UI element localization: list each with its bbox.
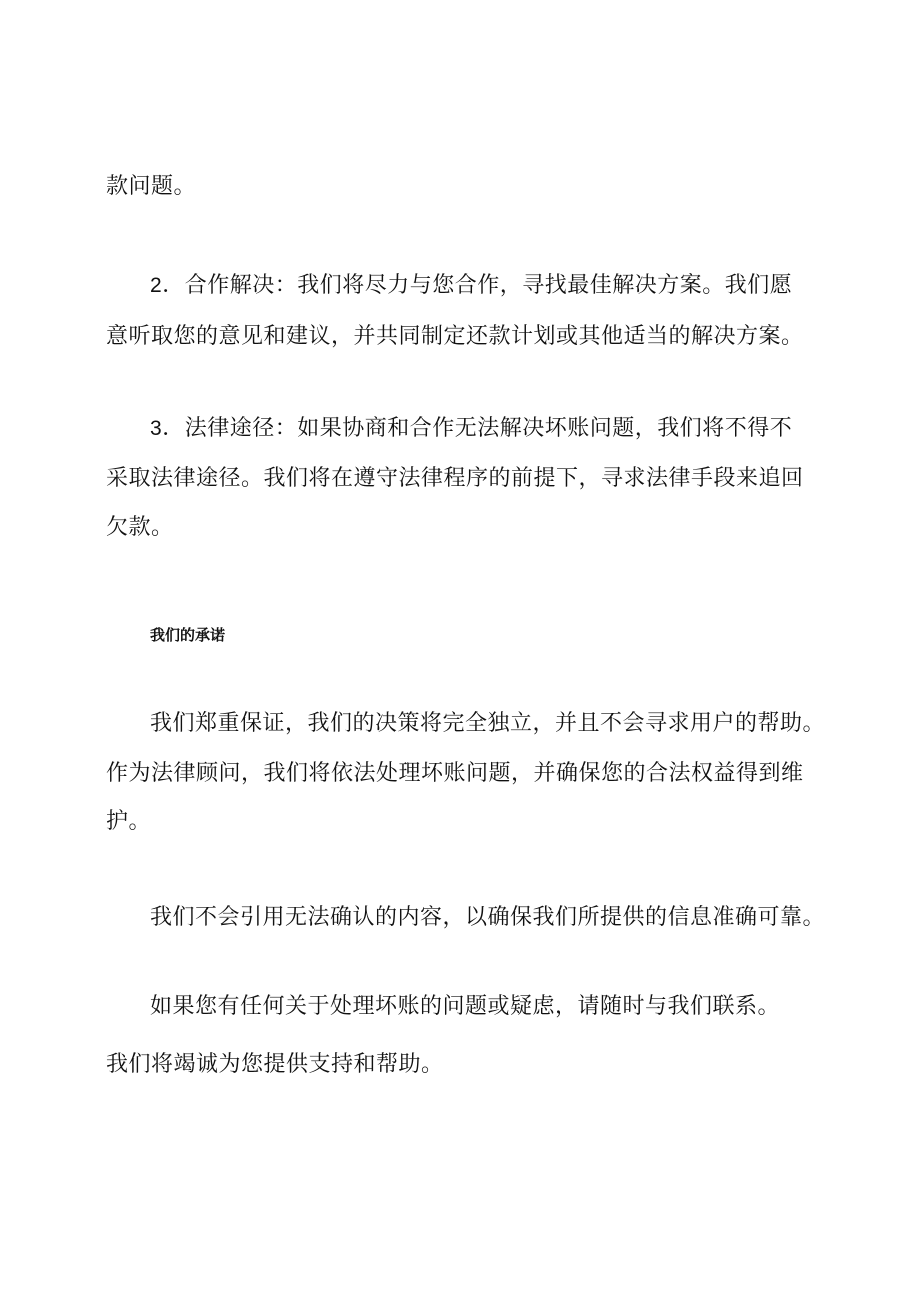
commitment-para-1-line-1: 我们郑重保证，我们的决策将完全独立，并且不会寻求用户的帮助。 [150, 711, 826, 736]
item-3-number: 3 [150, 417, 163, 440]
commitment-para-3-line-2: 我们将竭诚为您提供支持和帮助。 [106, 1052, 444, 1077]
commitment-para-3-line-1: 如果您有任何关于处理坏账的问题或疑虑，请随时与我们联系。 [150, 994, 781, 1019]
section-heading: 我们的承诺 [150, 626, 226, 644]
item-3-text: ．法律途径：如果协商和合作无法解决坏账问题，我们将不得不 [162, 416, 793, 441]
item-2-number: 2 [150, 274, 163, 297]
item-3-line-1 [150, 414, 792, 444]
item-2-line-2: 意听取您的意见和建议，并共同制定还款计划或其他适当的解决方案。 [106, 324, 804, 349]
commitment-para-1-line-3: 护。 [106, 809, 152, 834]
item-3-line-2: 采取法律途径。我们将在遵守法律程序的前提下，寻求法律手段来追回 [106, 466, 804, 491]
item-3-line-3: 欠款。 [106, 515, 174, 540]
commitment-para-2-line-1: 我们不会引用无法确认的内容，以确保我们所提供的信息准确可靠。 [150, 905, 826, 930]
item-2-line-1 [150, 271, 792, 301]
commitment-para-1-line-2: 作为法律顾问，我们将依法处理坏账问题，并确保您的合法权益得到维 [106, 761, 804, 786]
continuation-line: 款问题。 [106, 174, 197, 199]
item-2-text: ．合作解决：我们将尽力与您合作，寻找最佳解决方案。我们愿 [162, 273, 793, 298]
